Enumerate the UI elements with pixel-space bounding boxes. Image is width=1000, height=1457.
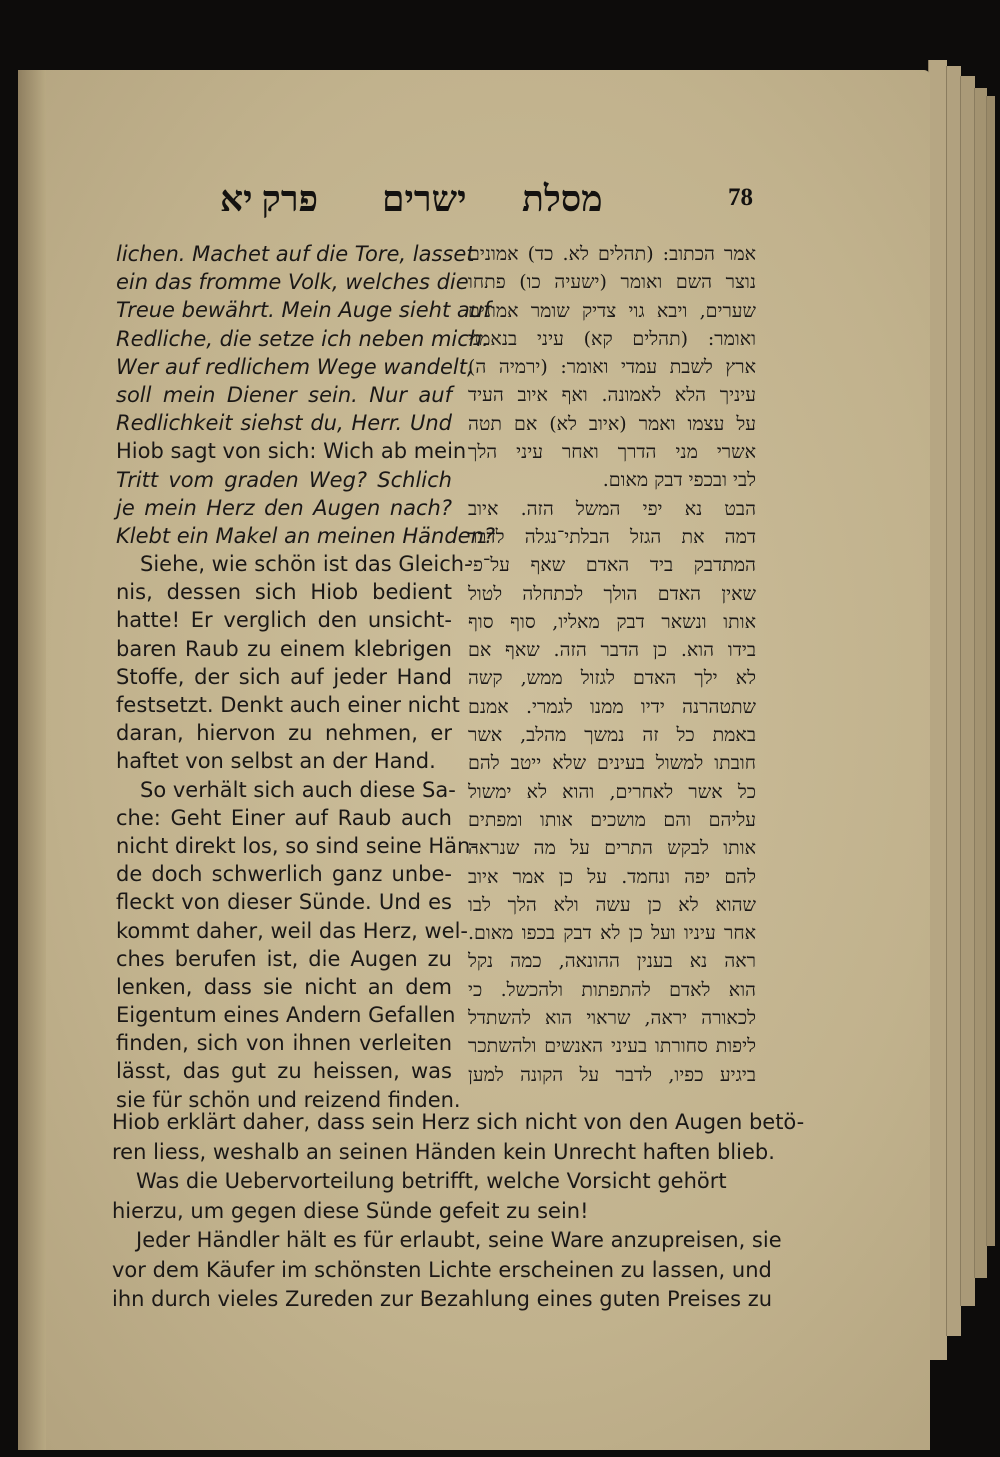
- text-line: לבי ובכפי דבק מאום.: [602, 469, 756, 492]
- text-line: hierzu, um gegen diese Sünde gefeit zu sein!: [112, 1198, 589, 1223]
- text-line: באמת כל זה נמשך מהלב, אשר: [468, 724, 756, 747]
- page-edge-2: [946, 66, 961, 1336]
- text-line: sie für schön und reizend finden.: [116, 1087, 461, 1112]
- text-line: ואומר: (תהלים קא) עיני בנאמני: [468, 327, 756, 350]
- german-text-column: [116, 240, 496, 1114]
- text-line: אשרי מני הדרך ואחר עיני הלך: [468, 441, 756, 464]
- text-line: lenken, dass sie nicht an dem: [116, 974, 452, 999]
- text-line: je mein Herz den Augen nach?: [116, 495, 452, 520]
- text-line: Klebt ein Makel an meinen Händen?: [116, 523, 496, 548]
- text-line: המתדבק ביד האדם שאף על־פי: [468, 554, 756, 577]
- text-line: Stoffe, der sich auf jeder Hand: [116, 664, 452, 689]
- text-line: fleckt von dieser Sünde. Und es: [116, 890, 452, 915]
- text-line: חובתו למשול בעינים שלא ייטב להם: [468, 752, 756, 775]
- text-line: שאין האדם הולך לכתחלה לטול: [468, 582, 756, 605]
- text-line: נוצר השם ואומר (ישעיה כו) פתחו: [468, 271, 756, 294]
- text-line: ליפות סחורתו בעיני האנשים ולהשתכר: [468, 1035, 756, 1058]
- text-line: שתטהרנה ידיו ממנו לגמרי. אמנם: [468, 695, 756, 718]
- running-title-hebrew-1: מסלת: [522, 179, 603, 219]
- text-line: אותו ונשאר דבק מאליו, סוף סוף: [468, 610, 756, 633]
- text-line: ארץ לשבת עמדי ואומר: (ירמיה ה): [468, 356, 756, 379]
- text-line: Was die Uebervorteilung betrifft, welche Vorsicht gehört: [136, 1169, 727, 1193]
- text-line: שהוא לא כן עשה ולא הלך לבו: [468, 893, 756, 916]
- text-line: אותו לבקש התרים על מה שנראה: [468, 837, 756, 860]
- text-line: ren liess, weshalb an seinen Händen kein Unrecht haften blieb.: [112, 1139, 775, 1164]
- text-line: Siehe, wie schön ist das Gleich-: [140, 552, 472, 577]
- text-line: nis, dessen sich Hiob bedient: [116, 580, 452, 605]
- text-line: Hiob sagt von sich: Wich ab mein: [116, 439, 467, 464]
- hebrew-text-column: [468, 240, 756, 1089]
- text-line: לא ילך האדם לגזול ממש, קשה: [468, 667, 756, 690]
- text-line: להם יפה ונחמד. על כן אמר איוב: [468, 865, 756, 888]
- text-line: vor dem Käufer im schönsten Lichte erscheinen zu lassen, und: [112, 1257, 772, 1282]
- text-line: Treue bewährt. Mein Auge sieht auf: [116, 298, 491, 323]
- page-number: 78: [728, 184, 753, 211]
- text-line: che: Geht Einer auf Raub auch: [116, 805, 452, 830]
- text-line: soll mein Diener sein. Nur auf: [116, 382, 452, 407]
- text-line: כל אשר לאחרים, והוא לא ימשול: [468, 780, 756, 803]
- text-line: Redliche, die setze ich neben mich.: [116, 326, 489, 351]
- text-line: festsetzt. Denkt auch einer nicht: [116, 693, 460, 717]
- text-line: kommt daher, weil das Herz, wel-: [116, 918, 468, 943]
- text-line: בידו הוא. כן הדבר הזה. שאף אם: [468, 639, 756, 662]
- page-edge-5: [986, 96, 995, 1246]
- text-line: hatte! Er verglich den unsicht-: [116, 608, 452, 633]
- text-line: lässt, das gut zu heissen, was: [116, 1059, 452, 1084]
- running-title-hebrew-3: פרק יא: [220, 179, 319, 219]
- text-line: ches berufen ist, die Augen zu: [116, 946, 452, 971]
- text-line: הוא לאדם להתפתות ולהכשל. כי: [468, 978, 756, 1001]
- text-line: אמר הכתוב: (תהלים לא. כד) אמונים: [468, 243, 756, 265]
- text-line: אחר עיניו ועל כן לא דבק בכפו מאום.: [468, 922, 756, 945]
- text-line: baren Raub zu einem klebrigen: [116, 636, 452, 661]
- text-line: לכאורה יראה, שראוי הוא להשתדל: [468, 1007, 756, 1030]
- text-line: finden, sich von ihnen verleiten: [116, 1031, 452, 1056]
- text-line: ראה נא בענין ההונאה, כמה נקל: [468, 950, 756, 973]
- text-line: ביגיע כפיו, לדבר על הקונה למען: [468, 1063, 756, 1086]
- text-line: nicht direkt los, so sind seine Hän-: [116, 833, 478, 858]
- text-line: Jeder Händler hält es für erlaubt, seine Ware anzupreisen, sie: [136, 1228, 782, 1252]
- text-line: עיניך הלא לאמונה. ואף איוב העיד: [468, 384, 756, 407]
- text-line: Tritt vom graden Weg? Schlich: [116, 467, 452, 492]
- text-line: הבט נא יפי המשל הזה. איוב: [468, 497, 756, 520]
- text-line: de doch schwerlich ganz unbe-: [116, 862, 452, 887]
- page-gutter: [18, 70, 46, 1450]
- text-line: שערים, ויבא גוי צדיק שומר אמונים: [468, 299, 756, 322]
- text-line: Eigentum eines Andern Gefallen: [116, 1003, 456, 1028]
- running-title-hebrew-2: ישרים: [382, 179, 467, 219]
- text-line: על עצמו ואמר (איוב לא) אם תטה: [468, 412, 756, 435]
- text-line: lichen. Machet auf die Tore, lasset: [116, 242, 475, 266]
- text-line: haftet von selbst an der Hand.: [116, 749, 436, 774]
- text-line: Wer auf redlichem Wege wandelt,: [116, 354, 474, 379]
- text-line: ihn durch vieles Zureden zur Bezahlung eines guten Preises zu: [112, 1287, 773, 1311]
- text-line: So verhält sich auch diese Sa-: [140, 777, 456, 802]
- page-edge-3: [960, 76, 975, 1306]
- text-line: דמה את הגזל הבלתי־נגלה לדבר: [468, 525, 756, 548]
- german-full-width-text: [112, 1108, 805, 1315]
- text-line: daran, hiervon zu nehmen, er: [116, 721, 452, 746]
- text-line: ein das fromme Volk, welches die: [116, 270, 469, 295]
- text-line: Hiob erklärt daher, dass sein Herz sich nicht von den Augen betö-: [112, 1110, 805, 1134]
- text-line: עליהם והם מושכים אותו ומפתים: [468, 808, 756, 831]
- page-edge-1: [928, 60, 947, 1360]
- text-line: Redlichkeit siehst du, Herr. Und: [116, 411, 452, 436]
